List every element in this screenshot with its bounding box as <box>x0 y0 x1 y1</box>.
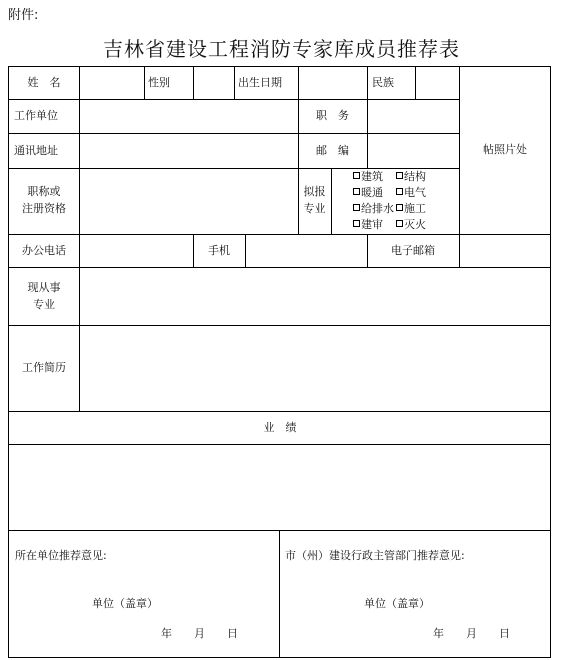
label-unit-date: 年 月 日 <box>161 627 238 640</box>
label-unit-seal: 单位（盖章） <box>92 597 158 610</box>
label-email: 电子邮箱 <box>391 244 435 257</box>
checkbox-box-icon <box>396 188 403 195</box>
label-mobile: 手机 <box>208 244 230 257</box>
label-current-major-2: 专业 <box>33 298 55 311</box>
form-title: 吉林省建设工程消防专家库成员推荐表 <box>103 37 460 61</box>
checkbox-construction-work[interactable]: 施工 <box>396 200 426 217</box>
label-birth-date: 出生日期 <box>238 76 282 89</box>
label-city-seal: 单位（盖章） <box>364 597 430 610</box>
checkbox-box-icon <box>396 172 403 179</box>
checkbox-structure[interactable]: 结构 <box>396 168 426 185</box>
label-performance: 业 绩 <box>263 421 297 434</box>
label-address: 通讯地址 <box>14 144 58 157</box>
label-office-phone: 办公电话 <box>22 244 66 257</box>
attachment-label: 附件: <box>8 8 39 23</box>
label-professional-title-2: 注册资格 <box>22 202 66 215</box>
checkbox-construction[interactable]: 建筑 <box>353 168 383 185</box>
checkbox-electrical[interactable]: 电气 <box>396 184 426 201</box>
label-gender: 性别 <box>148 76 170 89</box>
checkbox-box-icon <box>396 204 403 211</box>
label-proposed-major-1: 拟报 <box>303 185 326 198</box>
checkbox-hvac[interactable]: 暖通 <box>353 184 383 201</box>
label-position: 职 务 <box>316 109 349 122</box>
label-unit-opinion: 所在单位推荐意见: <box>15 549 107 562</box>
label-work-resume: 工作简历 <box>22 361 66 374</box>
checkbox-box-icon <box>353 188 360 195</box>
label-current-major-1: 现从事 <box>27 281 61 294</box>
label-city-opinion: 市（州）建设行政主管部门推荐意见: <box>285 549 465 562</box>
label-ethnicity: 民族 <box>372 76 394 89</box>
checkbox-construction-review[interactable]: 建审 <box>353 216 383 233</box>
label-proposed-major-2: 专业 <box>303 202 326 215</box>
recommendation-form-table <box>8 66 551 658</box>
label-postcode: 邮 编 <box>316 144 349 157</box>
checkbox-box-icon <box>353 204 360 211</box>
label-name: 姓 名 <box>27 76 61 89</box>
checkbox-plumbing[interactable]: 给排水 <box>353 200 394 217</box>
checkbox-box-icon <box>353 172 360 179</box>
label-city-date: 年 月 日 <box>433 627 510 640</box>
checkbox-box-icon <box>396 220 403 227</box>
checkbox-fire-suppression[interactable]: 灭火 <box>396 216 426 233</box>
label-professional-title-1: 职称或 <box>27 185 61 198</box>
photo-placeholder: 帖照片处 <box>483 143 527 156</box>
label-work-unit: 工作单位 <box>14 109 58 122</box>
checkbox-box-icon <box>353 220 360 227</box>
